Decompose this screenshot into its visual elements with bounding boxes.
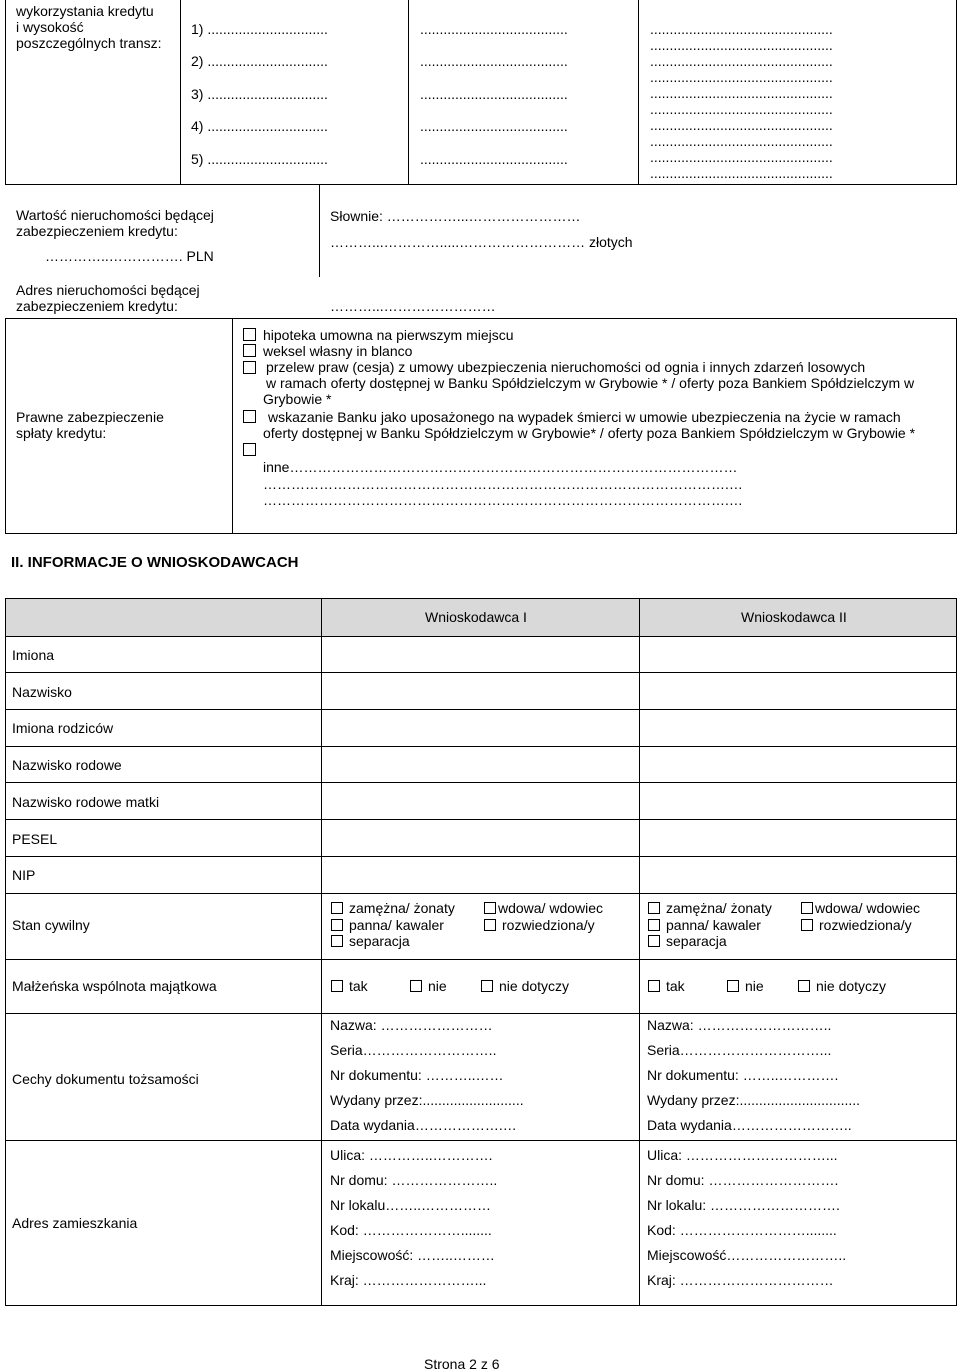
row-separator — [5, 1140, 957, 1141]
address-fields-1[interactable] — [330, 1143, 497, 1293]
house-number-field[interactable]: Nr domu: ………………………. — [647, 1172, 839, 1188]
assignment-checkbox[interactable] — [243, 361, 256, 374]
other-security-field[interactable]: ……………………………………………………………………………………….… — [263, 492, 743, 508]
row-separator — [5, 746, 957, 747]
address-fields-2[interactable] — [647, 1143, 846, 1293]
checkbox[interactable] — [648, 919, 660, 931]
tranche-1-field[interactable]: 1) ............................... — [191, 21, 328, 37]
tranche-notes-column[interactable] — [650, 21, 833, 181]
joint-property-na[interactable]: nie dotyczy — [481, 978, 569, 994]
apartment-number-field[interactable]: Nr lokalu: ………………………. — [647, 1197, 840, 1213]
security-label-line: Prawne zabezpieczenie — [16, 409, 164, 425]
checkbox[interactable] — [331, 902, 343, 914]
tranche-2-field[interactable]: 2) ............................... — [191, 53, 328, 69]
tranche-note-line[interactable]: ............................................... — [650, 101, 833, 117]
tranche-note-line[interactable]: ............................................... — [650, 117, 833, 133]
divider — [5, 636, 957, 637]
row-label-pesel: PESEL — [12, 831, 58, 847]
tranches-label-line: i wysokość — [16, 19, 84, 35]
id-issue-date-field[interactable]: Data wydania…………………….. — [647, 1117, 852, 1133]
row-separator — [5, 893, 957, 894]
row-label-joint-property: Małżeńska wspólnota majątkowa — [12, 978, 217, 994]
joint-property-no-2[interactable]: nie — [727, 978, 764, 994]
marital-single-option[interactable]: panna/ kawaler — [331, 917, 444, 933]
beneficiary-checkbox[interactable] — [243, 410, 256, 423]
property-value-amount[interactable]: …………..……………. PLN — [45, 248, 214, 264]
property-address-label — [16, 282, 200, 314]
marital-separation-option[interactable]: separacja — [331, 933, 410, 949]
joint-property-yes-2[interactable]: tak — [648, 978, 685, 994]
property-value-label-line: Wartość nieruchomości będącej — [16, 207, 214, 223]
tranche-note-line[interactable]: ............................................... — [650, 85, 833, 101]
postal-code-field[interactable]: Kod: …………………........ — [330, 1222, 492, 1238]
tranche-note-line[interactable]: ............................................... — [650, 37, 833, 53]
assignment-option-line: Grybowie * — [263, 391, 332, 407]
promissory-note-option: weksel własny in blanco — [263, 343, 413, 359]
id-issue-date-field[interactable]: Data wydania……………….… — [330, 1117, 517, 1133]
marital-single-option-2[interactable]: panna/ kawaler — [648, 917, 761, 933]
checkbox[interactable] — [801, 919, 813, 931]
id-name-field[interactable]: Nazwa: ……………………….. — [647, 1017, 832, 1033]
marital-separation-option-2[interactable]: separacja — [648, 933, 727, 949]
tranche-3-value[interactable]: ...................................... — [420, 86, 568, 102]
marital-divorced-option[interactable]: rozwiedziona/y — [484, 917, 595, 933]
promissory-note-checkbox[interactable] — [243, 344, 256, 357]
row-label-nip: NIP — [12, 867, 36, 883]
property-address-field[interactable]: ………...…………………… — [330, 298, 496, 314]
assignment-option-line: w ramach oferty dostępnej w Banku Spółdzielczym w Grybowie * / oferty poza Bankiem Spółdzielczym w — [266, 375, 915, 391]
marital-divorced-option-2[interactable]: rozwiedziona/y — [801, 917, 912, 933]
id-document-fields-1[interactable] — [330, 1013, 524, 1138]
checkbox[interactable] — [798, 980, 810, 992]
beneficiary-option-line: wskazanie Banku jako uposażonego na wypadek śmierci w umowie ubezpieczenia na życie w ramach — [268, 409, 901, 425]
divider — [638, 0, 639, 185]
joint-property-yes[interactable]: tak — [331, 978, 368, 994]
divider — [408, 0, 409, 185]
tranche-note-line[interactable]: ............................................... — [650, 21, 833, 37]
property-value-words-line[interactable]: ………...………….....……………………… złotych — [330, 234, 633, 250]
joint-property-no[interactable]: nie — [410, 978, 447, 994]
tranche-3-field[interactable]: 3) ............................... — [191, 86, 328, 102]
id-series-field[interactable]: Seria……………………….. — [330, 1042, 497, 1058]
joint-property-na-2[interactable]: nie dotyczy — [798, 978, 886, 994]
house-number-field[interactable]: Nr domu: ………………….. — [330, 1172, 498, 1188]
city-field[interactable]: Miejscowość…………………….. — [647, 1247, 847, 1263]
checkbox[interactable] — [331, 980, 343, 992]
tranche-1-value[interactable]: ...................................... — [420, 21, 568, 37]
property-address-label-line: zabezpieczeniem kredytu: — [16, 298, 178, 314]
mortgage-checkbox[interactable] — [243, 328, 256, 341]
id-series-field[interactable]: Seria…………………………... — [647, 1042, 832, 1058]
row-label-mother-maiden-name: Nazwisko rodowe matki — [12, 794, 160, 810]
marital-married-option-2[interactable]: zamężna/ żonaty — [648, 900, 772, 916]
tranches-label-line: poszczególnych transz: — [16, 35, 162, 51]
tranche-4-value[interactable]: ...................................... — [420, 118, 568, 134]
marital-widowed-option-2[interactable]: wdowa/ wdowiec — [801, 900, 920, 916]
security-label — [16, 409, 164, 441]
property-value-label — [16, 207, 214, 239]
row-label-first-names: Imiona — [12, 647, 55, 663]
tranche-2-value[interactable]: ...................................... — [420, 53, 568, 69]
id-number-field[interactable]: Nr dokumentu: ……..…………. — [647, 1067, 839, 1083]
id-document-fields-2[interactable] — [647, 1013, 860, 1138]
row-separator — [5, 856, 957, 857]
checkbox[interactable] — [648, 902, 660, 914]
security-label-line: spłaty kredytu: — [16, 425, 107, 441]
checkbox[interactable] — [648, 980, 660, 992]
other-security-field[interactable]: inne…………………………………………………………………………………… — [263, 459, 738, 475]
tranche-4-field[interactable]: 4) ............................... — [191, 118, 328, 134]
row-separator — [5, 709, 957, 710]
checkbox[interactable] — [727, 980, 739, 992]
row-label-id-document: Cechy dokumentu tożsamości — [12, 1071, 199, 1087]
street-field[interactable]: Ulica: …………………………... — [647, 1147, 838, 1163]
tranches-label — [16, 3, 162, 51]
divider — [180, 0, 181, 185]
row-label-address: Adres zamieszkania — [12, 1215, 138, 1231]
city-field[interactable]: Miejscowość: ……..……… — [330, 1247, 495, 1263]
divider — [232, 318, 233, 534]
column-header-applicant-2: Wnioskodawca II — [741, 609, 847, 625]
property-value-label-line: zabezpieczeniem kredytu: — [16, 223, 178, 239]
tranche-note-line[interactable]: ............................................... — [650, 149, 833, 165]
country-field[interactable]: Kraj: …………………………… — [647, 1272, 834, 1288]
checkbox[interactable] — [648, 935, 660, 947]
checkbox[interactable] — [331, 935, 343, 947]
id-name-field[interactable]: Nazwa: …………………… — [330, 1017, 493, 1033]
divider — [319, 185, 320, 277]
id-number-field[interactable]: Nr dokumentu: ………..…… — [330, 1067, 504, 1083]
tranche-note-line[interactable]: ............................................... — [650, 53, 833, 69]
country-field[interactable]: Kraj: ……………………... — [330, 1272, 487, 1288]
other-security-field[interactable]: ……………………………………………………………………………………….… — [263, 476, 743, 492]
street-field[interactable]: Ulica: …………..…………. — [330, 1147, 493, 1163]
marital-widowed-option[interactable]: wdowa/ wdowiec — [484, 900, 603, 916]
checkbox[interactable] — [331, 919, 343, 931]
divider — [321, 598, 322, 1306]
tranches-label-line: wykorzystania kredytu — [16, 3, 154, 19]
checkbox[interactable] — [484, 902, 496, 914]
row-separator — [5, 819, 957, 820]
row-separator — [5, 782, 957, 783]
divider — [639, 598, 640, 1306]
other-security-checkbox[interactable] — [243, 443, 256, 456]
tranche-5-value[interactable]: ...................................... — [420, 151, 568, 167]
column-header-applicant-1: Wnioskodawca I — [425, 609, 527, 625]
row-label-maiden-name: Nazwisko rodowe — [12, 757, 122, 773]
tranche-5-field[interactable]: 5) ............................... — [191, 151, 328, 167]
tranche-note-line[interactable]: ............................................... — [650, 69, 833, 85]
row-separator — [5, 672, 957, 673]
row-label-surname: Nazwisko — [12, 684, 72, 700]
row-label-parents-names: Imiona rodziców — [12, 720, 114, 736]
section-title: II. INFORMACJE O WNIOSKODAWCACH — [11, 554, 299, 571]
postal-code-field[interactable]: Kod: ………………………........ — [647, 1222, 837, 1238]
page-number: Strona 2 z 6 — [424, 1356, 500, 1372]
mortgage-option: hipoteka umowna na pierwszym miejscu — [263, 327, 514, 343]
row-label-marital-status: Stan cywilny — [12, 917, 90, 933]
checkbox[interactable] — [410, 980, 422, 992]
checkbox[interactable] — [484, 919, 496, 931]
beneficiary-option-line: oferty dostępnej w Banku Spółdzielczym w Grybowie* / oferty poza Bankiem Spółdzielczym w Grybowie * — [263, 425, 916, 441]
id-issuer-field[interactable]: Wydany przez:.......................... — [330, 1092, 524, 1108]
property-value-words-label[interactable]: Słownie: ……………...…………………… — [330, 208, 581, 224]
id-issuer-field[interactable]: Wydany przez:............................... — [647, 1092, 861, 1108]
property-address-label-line: Adres nieruchomości będącej — [16, 282, 200, 298]
row-separator — [5, 959, 957, 960]
checkbox[interactable] — [801, 902, 813, 914]
assignment-option-line: przelew praw (cesja) z umowy ubezpieczenia nieruchomości od ognia i innych zdarzeń losowych — [266, 359, 866, 375]
tranche-note-line[interactable]: ............................................... — [650, 133, 833, 149]
marital-married-option[interactable]: zamężna/ żonaty — [331, 900, 455, 916]
apartment-number-field[interactable]: Nr lokalu……..…………… — [330, 1197, 492, 1213]
checkbox[interactable] — [481, 980, 493, 992]
tranche-note-line[interactable]: ............................................... — [650, 165, 833, 181]
